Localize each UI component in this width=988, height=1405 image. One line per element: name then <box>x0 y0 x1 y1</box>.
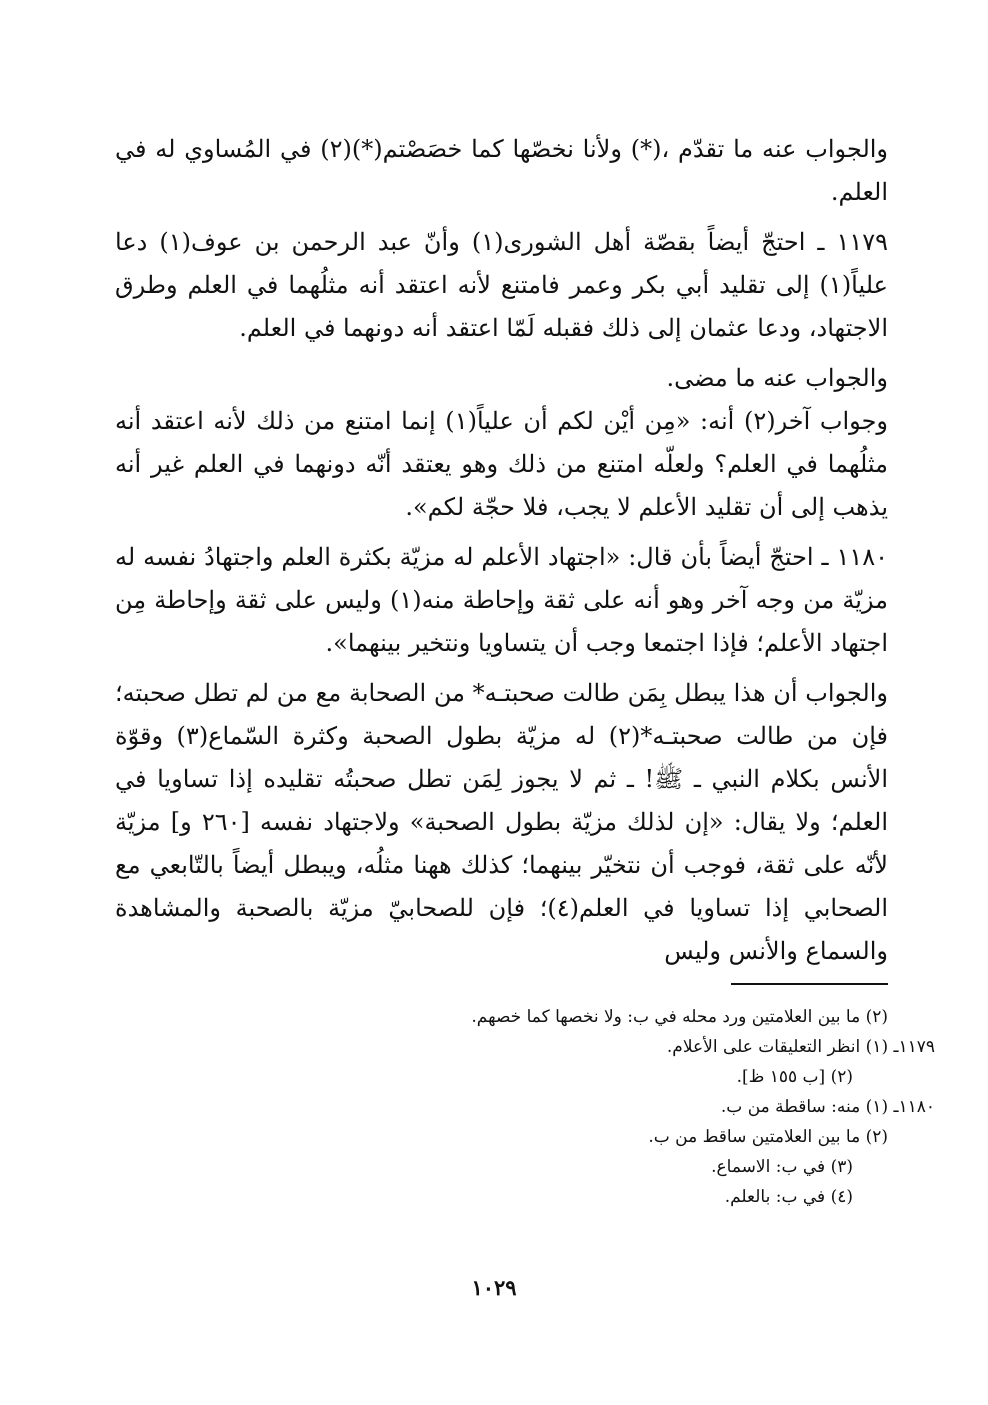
footnotes <box>115 1002 935 1212</box>
footnote: (٤) في ب: بالعلم. <box>724 1187 853 1207</box>
footnote: (٢) [ب ١٥٥ ظ]. <box>736 1067 853 1087</box>
main-text <box>115 128 888 980</box>
footnote: (٣) في ب: الاسماع. <box>711 1157 853 1177</box>
footnote: ١١٧٩ـ (١) انظر التعليقات على الأعلام. <box>666 1037 935 1057</box>
footnote: (٢) ما بين العلامتين ورد محله في ب: ولا نخصها كما خصهم. <box>471 1007 888 1027</box>
paragraph-another-answer: وجواب آخر(٢) أنه: «مِن أيْن لكم أن علياً(١) إنما امتنع من ذلك لأنه اعتقد أنه مثلُهما في العلم؟ ولعلّه امتنع من ذلك وهو يعتقد أنّه دونهما في العلم غير أنه يذهب إلى أن تقليد الأعلم لا يجب، فلا حجّة لكم». <box>115 407 889 521</box>
footnote: (٢) ما بين العلامتين ساقط من ب. <box>648 1127 888 1147</box>
footnote: ١١٨٠ـ (١) منه: ساقطة من ب. <box>720 1097 935 1117</box>
paragraph-answer-past: والجواب عنه ما مضى. <box>666 364 888 392</box>
paragraph-1180: ١١٨٠ ـ احتجّ أيضاً بأن قال: «اجتهاد الأعلم له مزيّة بكثرة العلم واجتهادُ نفسه له مزيّة من وجه آخر وهو أنه على ثقة وإحاطة منه(١) وليس على ثقة وإحاطة مِن اجتهاد الأعلم؛ فإذا اجتمعا وجب أن يتساويا ونتخير بينهما». <box>115 543 888 657</box>
paragraph-answer-intro: والجواب عنه ما تقدّم ،(*) ولأنا نخصّها كما خصَصْتم(*)(٢) في المُساوي له في العلم. <box>115 135 889 206</box>
paragraph-answer-companions: والجواب أن هذا يبطل بِمَن طالت صحبتـه* من الصحابة مع من لم تطل صحبته؛ فإن من طالت صحبتـه*(٢) له مزيّة بطول الصحبة وكثرة السّماع(٣) وقوّة الأنس بكلام النبي ـ ﷺ! ـ ثم لا يجوز لِمَن تطل صحبتُه تقليده إذا تساويا في العلم؛ ولا يقال: «إن لذلك مزيّة بطول الصحبة» ولاجتهاد نفسه [٢٦٠ و] مزيّة لأنّه على ثقة، فوجب أن نتخيّر بينهما؛ كذلك ههنا مثلُه، ويبطل أيضاً بالتّابعي مع الصحابي إذا تساويا في العلم(٤)؛ فإن للصحابيّ مزيّة بالصحبة والمشاهدة والسماع والأنس وليس <box>115 679 889 965</box>
page-number: ١٠٢٩ <box>471 1275 517 1300</box>
paragraph-1179: ١١٧٩ ـ احتجّ أيضاً بقصّة أهل الشورى(١) وأنّ عبد الرحمن بن عوف(١) دعا علياً(١) إلى تقليد أبي بكر وعمر فامتنع لأنه اعتقد أنه مثلُهما في العلم وطرق الاجتهاد، ودعا عثمان إلى ذلك فقبله لَمّا اعتقد أنه دونهما في العلم. <box>115 228 888 342</box>
footnote-divider <box>731 983 888 985</box>
